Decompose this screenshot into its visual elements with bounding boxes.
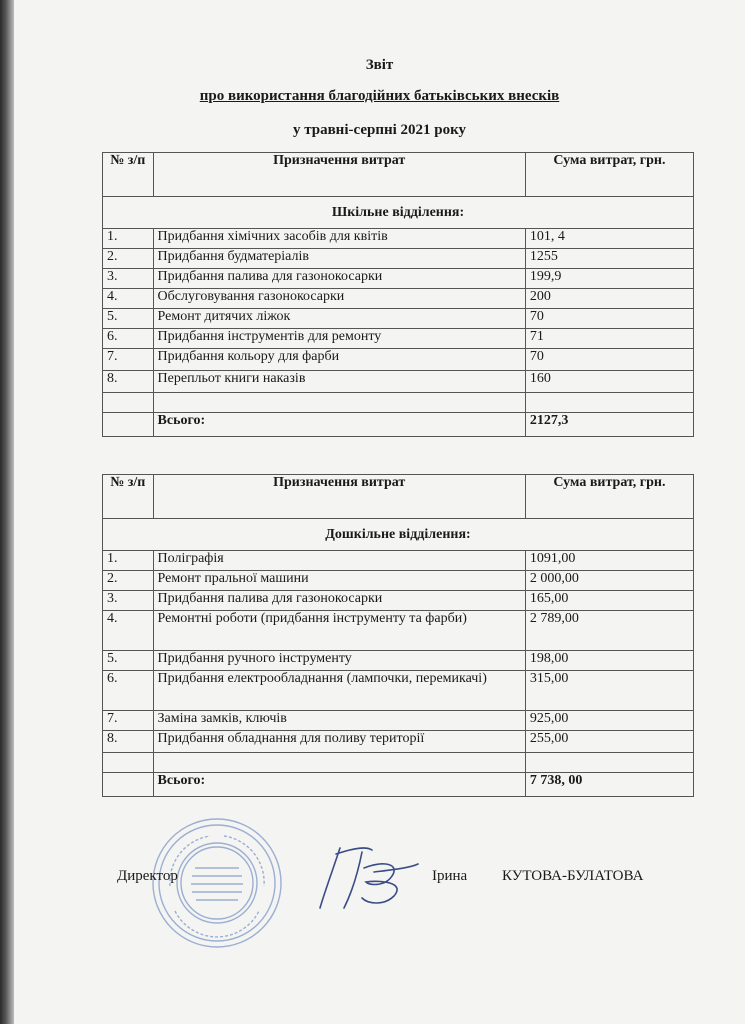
row-num: 5.	[103, 651, 154, 671]
row-num: 2.	[103, 249, 154, 269]
row-amount: 2 789,00	[525, 611, 693, 651]
row-num: 4.	[103, 611, 154, 651]
table-row	[103, 551, 694, 571]
row-item: Придбання електрообладнання (лампочки, перемикачі)	[153, 671, 525, 711]
row-amount: 315,00	[525, 671, 693, 711]
table-row	[103, 611, 694, 651]
total-row	[103, 413, 694, 437]
table-row	[103, 349, 694, 371]
section-row	[103, 519, 694, 551]
section-title: Дошкільне відділення:	[103, 519, 694, 551]
table-row	[103, 651, 694, 671]
table-header-row	[103, 153, 694, 197]
row-num: 4.	[103, 289, 154, 309]
row-num: 2.	[103, 571, 154, 591]
total-row	[103, 773, 694, 797]
row-amount: 1091,00	[525, 551, 693, 571]
row-num: 5.	[103, 309, 154, 329]
col-num-header: № з/п	[103, 475, 154, 519]
section-title: Шкільне відділення:	[103, 197, 694, 229]
table-row	[103, 591, 694, 611]
row-item: Заміна замків, ключів	[153, 711, 525, 731]
row-num: 7.	[103, 349, 154, 371]
row-amount: 71	[525, 329, 693, 349]
table-row	[103, 329, 694, 349]
table-row	[103, 731, 694, 753]
signature-icon	[314, 842, 424, 912]
row-item: Ремонт дитячих ліжок	[153, 309, 525, 329]
row-amount: 2 000,00	[525, 571, 693, 591]
row-amount: 925,00	[525, 711, 693, 731]
row-num: 8.	[103, 731, 154, 753]
doc-subtitle: про використання благодійних батьківських внесків	[199, 88, 560, 104]
table-row	[103, 371, 694, 393]
director-last-name: КУТОВА-БУЛАТОВА	[502, 868, 644, 884]
total-amount: 2127,3	[525, 413, 693, 437]
section-row	[103, 197, 694, 229]
scan-edge	[0, 0, 14, 1024]
total-amount: 7 738, 00	[525, 773, 693, 797]
row-item: Придбання ручного інструменту	[153, 651, 525, 671]
table-row	[103, 711, 694, 731]
row-item: Придбання інструментів для ремонту	[153, 329, 525, 349]
row-item: Перепльот книги наказів	[153, 371, 525, 393]
preschool-expenses-table	[102, 474, 694, 797]
row-num: 6.	[103, 329, 154, 349]
school-expenses-table	[102, 152, 694, 437]
row-num: 3.	[103, 269, 154, 289]
col-purpose-header: Призначення витрат	[153, 475, 525, 519]
doc-period: у травні-серпні 2021 року	[292, 122, 467, 138]
table-row	[103, 249, 694, 269]
row-amount: 70	[525, 309, 693, 329]
row-amount: 165,00	[525, 591, 693, 611]
row-amount: 70	[525, 349, 693, 371]
empty-row	[103, 393, 694, 413]
table-row	[103, 309, 694, 329]
row-item: Придбання палива для газонокосарки	[153, 591, 525, 611]
row-num: 7.	[103, 711, 154, 731]
col-amount-header: Сума витрат, грн.	[525, 475, 693, 519]
col-purpose-header: Призначення витрат	[153, 153, 525, 197]
row-amount: 1255	[525, 249, 693, 269]
row-item: Придбання хімічних засобів для квітів	[153, 229, 525, 249]
table-row	[103, 269, 694, 289]
row-amount: 198,00	[525, 651, 693, 671]
row-amount: 200	[525, 289, 693, 309]
row-item: Обслуговування газонокосарки	[153, 289, 525, 309]
col-num-header: № з/п	[103, 153, 154, 197]
table-row	[103, 671, 694, 711]
row-amount: 101, 4	[525, 229, 693, 249]
empty-row	[103, 753, 694, 773]
table-row	[103, 571, 694, 591]
row-num: 8.	[103, 371, 154, 393]
row-item: Придбання кольору для фарби	[153, 349, 525, 371]
row-num: 6.	[103, 671, 154, 711]
row-item: Придбання будматеріалів	[153, 249, 525, 269]
total-label: Всього:	[153, 773, 525, 797]
row-item: Ремонт пральної машини	[153, 571, 525, 591]
document-page	[14, 0, 745, 1024]
row-item: Ремонтні роботи (придбання інструменту та фарби)	[153, 611, 525, 651]
row-num: 1.	[103, 551, 154, 571]
row-item: Придбання обладнання для поливу території	[153, 731, 525, 753]
row-amount: 160	[525, 371, 693, 393]
row-item: Придбання палива для газонокосарки	[153, 269, 525, 289]
table-row	[103, 289, 694, 309]
row-item: Поліграфія	[153, 551, 525, 571]
director-label: Директор	[117, 868, 178, 884]
row-num: 3.	[103, 591, 154, 611]
table-row	[103, 229, 694, 249]
total-label: Всього:	[153, 413, 525, 437]
table-header-row	[103, 475, 694, 519]
director-first-name: Ірина	[432, 868, 468, 884]
row-num: 1.	[103, 229, 154, 249]
doc-title: Звіт	[365, 57, 394, 73]
col-amount-header: Сума витрат, грн.	[525, 153, 693, 197]
row-amount: 199,9	[525, 269, 693, 289]
row-amount: 255,00	[525, 731, 693, 753]
